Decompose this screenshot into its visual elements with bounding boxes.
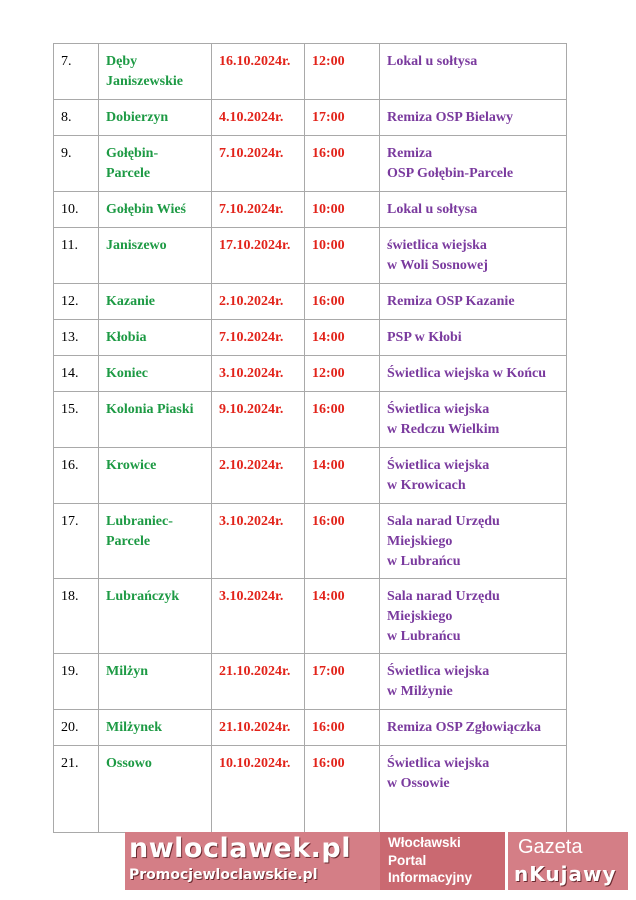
- village-name: [99, 192, 212, 228]
- village-name-line: Dęby: [106, 54, 138, 69]
- table-row: [54, 710, 567, 746]
- row-number: 11.: [54, 228, 99, 284]
- meeting-time: 16:00: [305, 746, 380, 833]
- meeting-date: 7.10.2024r.: [212, 136, 305, 192]
- row-number: 8.: [54, 100, 99, 136]
- village-name: [99, 356, 212, 392]
- meeting-location: [380, 746, 567, 833]
- meeting-time: 16:00: [305, 136, 380, 192]
- meeting-date: 2.10.2024r.: [212, 284, 305, 320]
- village-name-line: Koniec: [106, 366, 148, 381]
- village-name-line: Milżyn: [106, 664, 148, 679]
- meeting-time: 16:00: [305, 710, 380, 746]
- meeting-time: 14:00: [305, 320, 380, 356]
- banner-site-name: nwloclawek.pl: [129, 833, 351, 864]
- meeting-location-line: Świetlica wiejska: [387, 402, 490, 417]
- meeting-location-line: Miejskiego: [387, 534, 453, 549]
- meeting-location: [380, 44, 567, 100]
- meeting-location: [380, 320, 567, 356]
- village-name-line: Parcele: [106, 166, 151, 181]
- village-name-line: Kolonia Piaski: [106, 402, 194, 417]
- meeting-date: 3.10.2024r.: [212, 504, 305, 579]
- meeting-date: 3.10.2024r.: [212, 356, 305, 392]
- row-number: 20.: [54, 710, 99, 746]
- meeting-location-line: Sala narad Urzędu: [387, 514, 500, 529]
- meeting-date: 7.10.2024r.: [212, 192, 305, 228]
- meeting-time: 14:00: [305, 448, 380, 504]
- village-name-line: Lubraniec-: [106, 514, 173, 529]
- banner-kujawy-label: nKujawy: [514, 862, 617, 886]
- row-number: 21.: [54, 746, 99, 833]
- meeting-location-line: Remiza OSP Zgłowiączka: [387, 720, 541, 735]
- village-name-line: Dobierzyn: [106, 110, 169, 125]
- meeting-location-line: w Milżynie: [387, 684, 453, 699]
- banner-portal-line: Informacyjny: [388, 870, 473, 885]
- meeting-date: 2.10.2024r.: [212, 448, 305, 504]
- meeting-location-line: Remiza OSP Kazanie: [387, 294, 515, 309]
- meeting-location-line: Sala narad Urzędu: [387, 589, 500, 604]
- portal-banner[interactable]: [125, 832, 628, 890]
- table-row: [54, 746, 567, 833]
- meeting-location-line: Lokal u sołtysa: [387, 54, 478, 69]
- meeting-location-line: Świetlica wiejska: [387, 458, 490, 473]
- village-name-line: Janiszewskie: [106, 74, 183, 89]
- village-name: [99, 136, 212, 192]
- village-name: [99, 579, 212, 654]
- meeting-location: [380, 392, 567, 448]
- meeting-location: [380, 654, 567, 710]
- row-number: 15.: [54, 392, 99, 448]
- table-row: [54, 284, 567, 320]
- meeting-location-line: świetlica wiejska: [387, 238, 487, 253]
- village-name-line: Krowice: [106, 458, 157, 473]
- meeting-location: [380, 136, 567, 192]
- village-name-line: Parcele: [106, 534, 151, 549]
- table-row: [54, 448, 567, 504]
- meeting-date: 17.10.2024r.: [212, 228, 305, 284]
- row-number: 19.: [54, 654, 99, 710]
- meeting-time: 10:00: [305, 228, 380, 284]
- village-name-line: Lubrańczyk: [106, 589, 180, 604]
- meeting-location: [380, 448, 567, 504]
- meeting-location: [380, 192, 567, 228]
- row-number: 17.: [54, 504, 99, 579]
- meeting-time: 12:00: [305, 44, 380, 100]
- table-row: [54, 504, 567, 579]
- banner-gazeta: [508, 832, 628, 890]
- village-name: [99, 504, 212, 579]
- meeting-time: 10:00: [305, 192, 380, 228]
- meeting-location-line: Lokal u sołtysa: [387, 202, 478, 217]
- meeting-location-line: PSP w Kłobi: [387, 330, 462, 345]
- meeting-location-line: w Ossowie: [387, 776, 450, 791]
- banner-promo-site: Promocjewloclawskie.pl: [129, 867, 318, 883]
- meeting-location: [380, 356, 567, 392]
- meeting-location: [380, 504, 567, 579]
- meeting-date: 21.10.2024r.: [212, 710, 305, 746]
- table-row: [54, 44, 567, 100]
- village-name: [99, 746, 212, 833]
- village-name-line: Gołębin Wieś: [106, 202, 187, 217]
- banner-logo[interactable]: [125, 832, 380, 890]
- meeting-location-line: Remiza: [387, 146, 433, 161]
- meeting-location-line: Miejskiego: [387, 609, 453, 624]
- table-row: [54, 654, 567, 710]
- village-name-line: Janiszewo: [106, 238, 167, 253]
- meeting-time: 16:00: [305, 504, 380, 579]
- meeting-location-line: Świetlica wiejska: [387, 664, 490, 679]
- table-row: [54, 192, 567, 228]
- table-row: [54, 100, 567, 136]
- village-name: [99, 284, 212, 320]
- row-number: 13.: [54, 320, 99, 356]
- meeting-time: 17:00: [305, 100, 380, 136]
- meeting-location-line: w Krowicach: [387, 478, 466, 493]
- banner-portal-line: Włocławski: [388, 835, 461, 850]
- meeting-location: [380, 579, 567, 654]
- meeting-location-line: w Lubrańcu: [387, 629, 461, 644]
- village-name: [99, 320, 212, 356]
- meeting-date: 4.10.2024r.: [212, 100, 305, 136]
- meeting-location-line: w Woli Sosnowej: [387, 258, 488, 273]
- meeting-date: 21.10.2024r.: [212, 654, 305, 710]
- table-row: [54, 392, 567, 448]
- meeting-location: [380, 228, 567, 284]
- row-number: 10.: [54, 192, 99, 228]
- meeting-location-line: Świetlica wiejska w Końcu: [387, 366, 547, 381]
- row-number: 7.: [54, 44, 99, 100]
- table-row: [54, 228, 567, 284]
- village-name-line: Milżynek: [106, 720, 162, 735]
- table-row: [54, 320, 567, 356]
- village-name: [99, 44, 212, 100]
- row-number: 18.: [54, 579, 99, 654]
- village-name: [99, 654, 212, 710]
- meeting-location-line: OSP Gołębin-Parcele: [387, 166, 514, 181]
- village-name-line: Kazanie: [106, 294, 155, 309]
- banner-portal: [380, 832, 505, 890]
- meeting-location: [380, 100, 567, 136]
- village-name: [99, 710, 212, 746]
- meeting-date: 16.10.2024r.: [212, 44, 305, 100]
- village-name: [99, 228, 212, 284]
- meeting-time: 12:00: [305, 356, 380, 392]
- banner-gazeta-label: Gazeta: [518, 836, 583, 858]
- meeting-location-line: Świetlica wiejska: [387, 756, 490, 771]
- row-number: 9.: [54, 136, 99, 192]
- row-number: 14.: [54, 356, 99, 392]
- village-name: [99, 448, 212, 504]
- meeting-location: [380, 710, 567, 746]
- meeting-date: 3.10.2024r.: [212, 579, 305, 654]
- table-row: [54, 579, 567, 654]
- table-row: [54, 136, 567, 192]
- village-name-line: Gołębin-: [106, 146, 159, 161]
- village-name-line: Ossowo: [106, 756, 152, 771]
- meeting-time: 16:00: [305, 392, 380, 448]
- meeting-location: [380, 284, 567, 320]
- schedule-table: [53, 43, 567, 833]
- banner-portal-text: [388, 834, 472, 887]
- schedule-body: [54, 44, 567, 833]
- meeting-time: 14:00: [305, 579, 380, 654]
- meeting-location-line: w Redczu Wielkim: [387, 422, 500, 437]
- meeting-location-line: w Lubrańcu: [387, 554, 461, 569]
- meeting-date: 9.10.2024r.: [212, 392, 305, 448]
- banner-portal-line: Portal: [388, 852, 427, 868]
- row-number: 12.: [54, 284, 99, 320]
- meeting-time: 16:00: [305, 284, 380, 320]
- row-number: 16.: [54, 448, 99, 504]
- meeting-location-line: Remiza OSP Bielawy: [387, 110, 513, 125]
- meeting-time: 17:00: [305, 654, 380, 710]
- table-row: [54, 356, 567, 392]
- village-name: [99, 392, 212, 448]
- village-name: [99, 100, 212, 136]
- village-name-line: Kłobia: [106, 330, 147, 345]
- meeting-date: 7.10.2024r.: [212, 320, 305, 356]
- meeting-date: 10.10.2024r.: [212, 746, 305, 833]
